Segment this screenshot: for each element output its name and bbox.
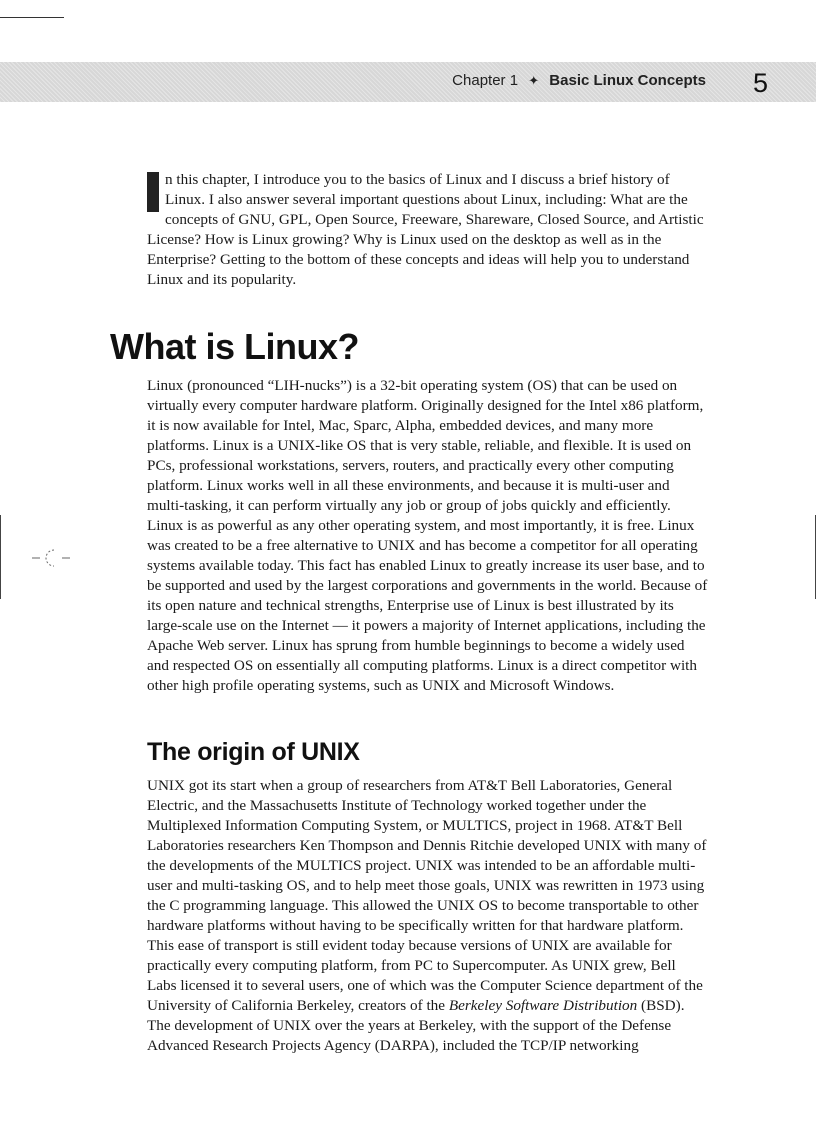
chapter-title: Basic Linux Concepts bbox=[549, 72, 706, 89]
crop-mark bbox=[0, 17, 64, 18]
separator-icon: ✦ bbox=[528, 73, 540, 88]
running-head bbox=[452, 72, 706, 89]
left-margin-bar bbox=[0, 515, 1, 599]
origin-of-unix-text bbox=[147, 776, 709, 1056]
page-number: 5 bbox=[752, 68, 768, 98]
origin-of-unix-paragraph bbox=[147, 776, 709, 1056]
dropcap: I bbox=[147, 163, 161, 219]
registration-mark-icon bbox=[30, 545, 74, 571]
what-is-linux-text: Linux (pronounced “LIH-nucks”) is a 32-bit operating system (OS) that can be used on virtually every computer hardware platform. Originally designed for the Intel x86 platform, it is now available for Intel, Mac, Sparc, Alpha, embedded devices, and many more platforms. Linux is a UNIX-like OS that is very stable, reliable, and flexible. It is used on PCs, professional workstations, servers, routers, and practically every other computing platform. Linux works well in all these environments, and because it is multi-user and multi-tasking, it can perform virtually any job or group of jobs quickly and efficiently. Linux is as powerful as any other operating system, and most importantly, it is free. Linux was created to be a free alternative to UNIX and has become a competitor for all operating systems available today. This fact has enabled Linux to greatly increase its user base, and to be supported and used by the largest corporations and governments in the world. Because of its open nature and technical strengths, Enterprise use of Linux is best illustrated by its large-scale use on the Internet — it powers a majority of Internet applications, including the Apache Web server. Linux has sprung from humble beginnings to become a widely used and respected OS on essentially all computing platforms. Linux is a direct competitor with other high profile operating systems, such as UNIX and Microsoft Windows. bbox=[147, 377, 708, 694]
intro-paragraph bbox=[147, 163, 709, 290]
what-is-linux-paragraph bbox=[147, 376, 709, 696]
intro-text: n this chapter, I introduce you to the basics of Linux and I discuss a brief history of Linux. I also answer several important questions about Linux, including: What are the concepts of GNU, GPL, Open Source, Freeware, Shareware, Closed Source, and Artistic License? How is Linux growing? Why is Linux used on the desktop as well as in the Enterprise? Getting to the bottom of these concepts and ideas will help you to understand Linux and its popularity. bbox=[147, 171, 704, 288]
chapter-label: Chapter 1 bbox=[452, 72, 519, 89]
bsd-italic-title: Berkeley Software Distribution bbox=[448, 997, 638, 1014]
origin-text-part-2: (BSD). The development of UNIX over the years at Berkeley, with the support of the Defense Advanced Research Projects Agency (DARPA), included the TCP/IP networking bbox=[147, 997, 685, 1054]
section-heading-what-is-linux: What is Linux? bbox=[110, 326, 359, 367]
subsection-heading-origin-of-unix: The origin of UNIX bbox=[147, 738, 360, 766]
origin-text-part-1: UNIX got its start when a group of researchers from AT&T Bell Laboratories, General Electric, and the Massachusetts Institute of Technology worked together under the Multiplexed Information Computing System, or MULTICS, project in 1968. AT&T Bell Laboratories researchers Ken Thompson and Dennis Ritchie developed UNIX with many of the developments of the MULTICS project. UNIX was intended to be an affordable multi-user and multi-tasking OS, and to help meet those goals, UNIX was rewritten in 1973 using the C programming language. This allowed the UNIX OS to become transportable to other hardware platforms without having to be specifically written for that hardware platform. This ease of transport is still evident today because versions of UNIX are available for practically every computing platform, from PC to Supercomputer. As UNIX grew, Bell Labs licensed it to several users, one of which was the Computer Science department of the University of California Berkeley, creators of the bbox=[147, 777, 707, 1014]
